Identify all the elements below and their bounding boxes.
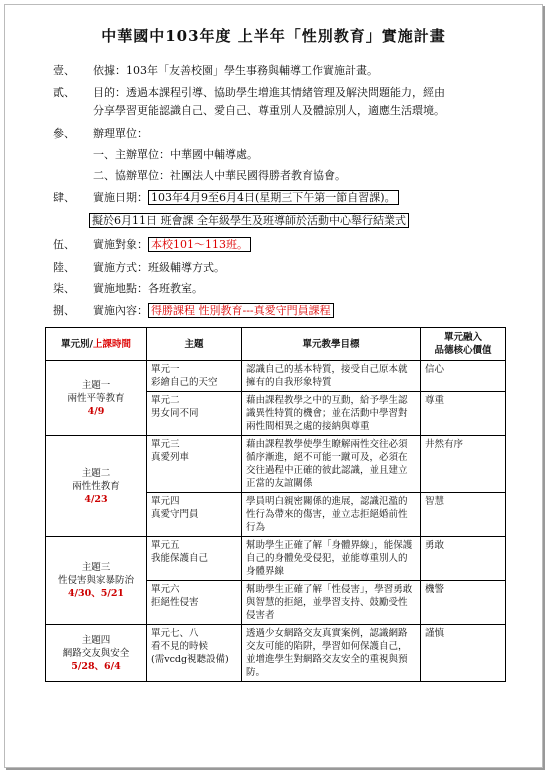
section-5-num: 伍、 [53, 238, 75, 251]
value-cell: 謹慎 [421, 625, 506, 682]
unit-cell: 單元二 男女同不同 [147, 392, 242, 436]
section-2 [53, 84, 445, 102]
unit-cell: 單元五 我能保護自己 [147, 537, 242, 581]
header-goal: 單元教學目標 [242, 328, 421, 361]
theme-cell [46, 537, 147, 625]
section-5 [53, 236, 251, 254]
host-unit: 一、主辦單位：中華國中輔導處。 [93, 148, 258, 161]
theme-name: 主題一 [81, 379, 111, 391]
goal-cell: 幫助學生正確了解「性侵害」，學習勇敢與智慧的拒絕，並學習支持、鼓勵受性侵害者 [242, 581, 421, 625]
section-7-num: 柒、 [53, 282, 75, 295]
graduation-note: 擬於6月11日 班會課 全年級學生及班導師於活動中心舉行結業式 [89, 213, 409, 228]
course-content: 得勝課程 性別教育---真愛守門員課程 [148, 303, 334, 318]
goal-cell: 學員明白親密關係的進展，認識氾濫的性行為帶來的傷害，並立志拒絕婚前性行為 [242, 493, 421, 537]
target-classes: 本校101～113班。 [148, 237, 251, 252]
section-2-line1: 目的：透過本課程引導、協助學生增進其情緒管理及解決問題能力，經由 [93, 86, 445, 99]
curriculum-table [45, 327, 506, 682]
unit-cell: 單元一 彩繪自己的天空 [147, 361, 242, 392]
unit-cell: 單元三 真愛列車 [147, 436, 242, 493]
goal-cell: 藉由課程教學之中的互動，給予學生認識異性特質的機會；並在活動中學習對兩性間相異之處的接納與尊重 [242, 392, 421, 436]
value-cell: 勇敢 [421, 537, 506, 581]
value-cell: 尊重 [421, 392, 506, 436]
header-topic: 主題 [147, 328, 242, 361]
value-cell: 信心 [421, 361, 506, 392]
section-8-num: 捌、 [53, 304, 75, 317]
section-8-label: 實施內容： [93, 304, 148, 317]
section-1-text: 依據：103年「友善校園」學生事務與輔導工作實施計畫。 [93, 64, 378, 77]
header-core-value-a: 單元融入 [443, 332, 482, 343]
theme-sub: 兩性性教育 [72, 480, 120, 492]
section-3 [53, 125, 148, 143]
theme-date: 4/30、5/21 [67, 588, 125, 599]
theme-cell [46, 625, 147, 682]
section-2-line2: 分享學習更能認識自己、愛自己、尊重別人及體諒別人，適應生活環境。 [93, 104, 445, 117]
theme-cell [46, 361, 147, 436]
section-1-num: 壹、 [53, 64, 75, 77]
theme-date: 4/9 [87, 405, 105, 417]
table-row [46, 625, 506, 682]
table-row [46, 537, 506, 581]
section-1 [53, 62, 378, 80]
theme-date: 4/23 [84, 493, 108, 505]
theme-name: 主題四 [81, 634, 111, 646]
table-row [46, 436, 506, 493]
unit-cell: 單元四 真愛守門員 [147, 493, 242, 537]
theme-sub: 網路交友與安全 [62, 647, 130, 659]
table-header-row [46, 328, 506, 361]
section-4-label: 實施日期： [93, 191, 148, 204]
section-4-note [89, 212, 409, 230]
goal-cell: 透過少女網路交友真實案例，認識網路交友可能的陷阱，學習如何保護自己，並增進學生對網路交友安全的重視與預防。 [242, 625, 421, 682]
header-time: 上課時間 [92, 338, 131, 350]
section-3-num: 參、 [53, 127, 75, 140]
theme-date: 5/28、6/4 [71, 660, 121, 672]
implementation-date: 103年4月9至6月4日(星期三下午第一節自習課)。 [148, 190, 399, 205]
section-4 [53, 189, 399, 207]
section-7 [53, 280, 203, 298]
value-cell: 機警 [421, 581, 506, 625]
section-2-num: 貳、 [53, 86, 75, 99]
document-title: 中華國中103年度 上半年「性別教育」實施計畫 [101, 27, 446, 45]
theme-sub: 兩性平等教育 [67, 392, 125, 404]
header-unit-time [46, 328, 147, 361]
header-unit: 單元別/ [61, 338, 93, 350]
theme-name: 主題二 [81, 467, 111, 479]
unit-cell: 單元七、八 看不見的時候 (需vcdg視聽設備) [147, 625, 242, 682]
section-8 [53, 302, 334, 320]
goal-cell: 藉由課程教學使學生瞭解兩性交往必須循序漸進，絕不可能一蹴可及，必須在交往過程中正確的彼此認識，並且建立正當的友誼關係 [242, 436, 421, 493]
goal-cell: 幫助學生正確了解「身體界線」，能保護自己的身體免受侵犯，並能尊重別人的身體界線 [242, 537, 421, 581]
co-host-unit: 二、協辦單位：社團法人中華民國得勝者教育協會。 [93, 169, 346, 182]
section-6-num: 陸、 [53, 261, 75, 274]
section-6-text: 實施方式：班級輔導方式。 [93, 261, 225, 274]
document-page [4, 4, 543, 768]
section-3-text: 辦理單位： [93, 127, 148, 140]
section-6 [53, 259, 225, 277]
header-core-value-b: 品德核心價值 [434, 345, 492, 356]
goal-cell: 認識自己的基本特質，接受自己原本就擁有的自我形象特質 [242, 361, 421, 392]
theme-name: 主題三 [81, 562, 111, 573]
value-cell: 井然有序 [421, 436, 506, 493]
unit-cell: 單元六 拒絕性侵害 [147, 581, 242, 625]
section-4-num: 肆、 [53, 191, 75, 204]
value-cell: 智慧 [421, 493, 506, 537]
theme-sub: 性侵害與家暴防治 [57, 575, 134, 586]
theme-cell [46, 436, 147, 537]
section-5-label: 實施對象： [93, 238, 148, 251]
section-7-text: 實施地點：各班教室。 [93, 282, 203, 295]
header-core-value [421, 328, 506, 361]
table-row [46, 361, 506, 392]
